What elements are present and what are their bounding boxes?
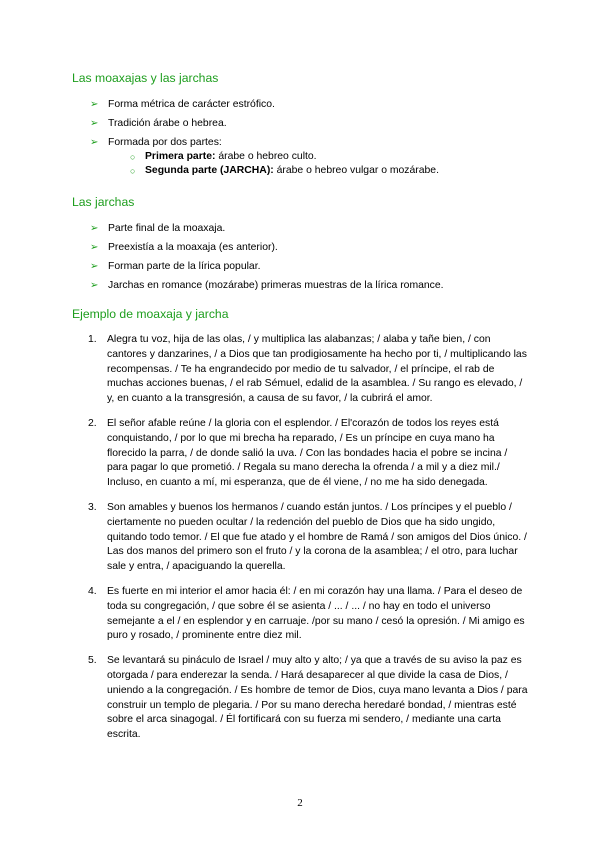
section-heading-jarchas: Las jarchas xyxy=(72,195,135,209)
list-item: ➢ Preexistía a la moaxaja (es anterior). xyxy=(90,242,278,253)
list-item: ➢ Parte final de la moaxaja. xyxy=(90,223,226,234)
page-number: 2 xyxy=(297,797,303,809)
arrow-bullet-icon: ➢ xyxy=(90,99,99,110)
example-item: 3. Son amables y buenos los hermanos / cuando están juntos. / Los príncipes y el pueblo / ciertamente no pueden ocultar / la redención del pueblo de Dios que ha sido ungido, quitando todo temor. / El que fue atado y el hombre de Ramá / son amigos del Dios único. / Las dos manos del primero son el fruto / y la corona de la asamblea; / el otro, para luchar sale y entra, / apaciguando la querella. xyxy=(88,501,527,573)
section-heading-example: Ejemplo de moaxaja y jarcha xyxy=(72,307,229,321)
list-item: ➢ Jarchas en romance (mozárabe) primeras muestras de la lírica romance. xyxy=(90,280,444,291)
parts-sublist xyxy=(108,150,439,178)
arrow-bullet-icon: ➢ xyxy=(90,118,99,129)
section-heading-moaxajas: Las moaxajas y las jarchas xyxy=(72,71,219,85)
jarchas-list xyxy=(90,222,444,298)
circle-bullet-icon: ○ xyxy=(130,166,136,176)
arrow-bullet-icon: ➢ xyxy=(90,223,99,234)
list-item: ➢ Forman parte de la lírica popular. xyxy=(90,261,261,272)
sublist-item: ○ Segunda parte (JARCHA): árabe o hebreo vulgar o mozárabe. xyxy=(130,165,439,176)
arrow-bullet-icon: ➢ xyxy=(90,280,99,291)
example-item: 1. Alegra tu voz, hija de las olas, / y multiplica las alabanzas; / alaba y tañe bien, / con cantores y danzarines, / a Dios que tan prodigiosamente ha hecho por ti, / multiplicando las recompensas. / Te ha engrandecido por medio de tu salvador, / el príncipe, el rab de muchas acciones buenas, / el rab Sémuel, edalid de la asamblea. / Su rango es elevado, / y, en cuanto a la transgresión, a causa de su favor, / la cubrirá el amor. xyxy=(88,334,527,405)
arrow-bullet-icon: ➢ xyxy=(90,261,99,272)
moaxajas-list xyxy=(90,98,439,184)
list-item: ➢ Tradición árabe o hebrea. xyxy=(90,118,227,129)
example-item: 4. Es fuerte en mi interior el amor hacia él: / en mi corazón hay una llama. / Para el deseo de toda su congregación, / que sobre él se asienta / ... / ... / no hay en todo el universo semejante a el / en esplendor y en carruaje. /por su mano / cesó la opresión. / Mi amigo es puro y rosado, / prominente entre diez mil. xyxy=(88,585,525,642)
sublist-item: ○ Primera parte: árabe o hebreo culto. xyxy=(130,151,317,162)
list-item: ➢ Forma métrica de carácter estrófico. xyxy=(90,99,275,110)
arrow-bullet-icon: ➢ xyxy=(90,242,99,253)
arrow-bullet-icon: ➢ xyxy=(90,137,99,148)
circle-bullet-icon: ○ xyxy=(130,152,136,162)
example-item: 2. El señor afable reúne / la gloria con el esplendor. / El'corazón de todos los reyes está conquistando, / por lo que mi brecha ha reparado, / Es un príncipe en cuya mano ha florecido la parra, / de donde salió la uva. / Con las bondades hacia el pobre se incina / para pagar lo que prometió. / Regala su mano derecha la ofrenda / a mil y a diez mil./ Incluso, en cuanto a mí, mi esperanza, que de él viene, / no me ha sido denegada. xyxy=(88,417,508,489)
list-item: ➢ Formada por dos partes: ○ Primera parte: árabe o hebreo culto. ○ Segunda parte (JARCHA): árabe o hebreo vulgar o mozárabe. xyxy=(90,137,439,176)
example-list xyxy=(88,333,528,753)
example-item: 5. Se levantará su pináculo de Israel / muy alto y alto; / ya que a través de su aviso la paz es otorgada / para enderezar la senda. / Hará desaparecer al que divide la casa de Dios, / uniendo a la congregación. / Es hombre de temor de Dios, cuya mano levanta a Dios / para construir un templo de plegaria. / Por su mano derecha heredaré bondad, / mientras esté sobre el arca sinagogal. / Él fortificará con su fuerza mi sendero, / mediante una carta escrita. xyxy=(88,655,528,741)
